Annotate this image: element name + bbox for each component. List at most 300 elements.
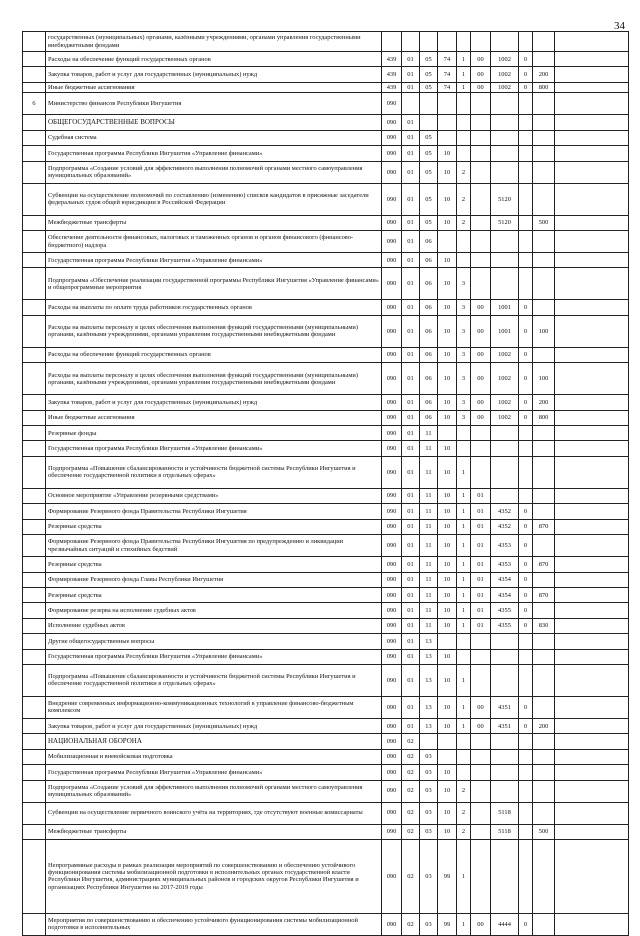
cell-subsection-code — [420, 92, 438, 115]
cell-section-code: 01 — [402, 231, 420, 253]
cell-event-code — [471, 441, 491, 456]
cell-direction-code — [491, 664, 519, 696]
cell-program-code: 10 — [438, 664, 457, 696]
cell-section-code: 01 — [402, 557, 420, 572]
cell-expense-type-code — [533, 115, 555, 130]
cell-subsection-code: 05 — [420, 130, 438, 145]
cell-direction-code — [491, 441, 519, 456]
cell-ministry-code: 090 — [382, 618, 402, 633]
cell-ministry-code: 090 — [382, 535, 402, 557]
cell-subsection-code: 05 — [420, 161, 438, 183]
cell-event-code — [471, 649, 491, 664]
cell-ministry-code: 090 — [382, 115, 402, 130]
cell-blank — [555, 519, 629, 534]
cell-program-code: 99 — [438, 913, 457, 935]
cell-subsection-code: 13 — [420, 634, 438, 649]
cell-extra-code: 0 — [519, 587, 533, 602]
table-row — [23, 82, 629, 92]
cell-direction-code: 4355 — [491, 603, 519, 618]
cell-ministry-code: 090 — [382, 824, 402, 839]
cell-section-code — [402, 92, 420, 115]
cell-subprogram-code: 1 — [457, 519, 471, 534]
cell-section-code: 01 — [402, 268, 420, 300]
cell-extra-code — [519, 231, 533, 253]
cell-subprogram-code: 3 — [457, 347, 471, 362]
cell-row-number — [23, 268, 46, 300]
cell-blank — [555, 161, 629, 183]
table-row — [23, 618, 629, 633]
cell-expense-type-code — [533, 456, 555, 488]
cell-ministry-code: 439 — [382, 67, 402, 82]
cell-blank — [555, 82, 629, 92]
cell-row-number — [23, 557, 46, 572]
cell-subprogram-code: 2 — [457, 183, 471, 215]
cell-item-name: Министерство финансов Республики Ингушетия — [46, 92, 382, 115]
table-row — [23, 441, 629, 456]
cell-event-code: 00 — [471, 395, 491, 410]
cell-program-code: 10 — [438, 395, 457, 410]
cell-subsection-code: 05 — [420, 82, 438, 92]
cell-direction-code: 1002 — [491, 52, 519, 67]
cell-expense-type-code — [533, 161, 555, 183]
cell-row-number — [23, 231, 46, 253]
cell-event-code — [471, 664, 491, 696]
cell-extra-code: 0 — [519, 300, 533, 315]
cell-item-name: Резервные средства — [46, 587, 382, 602]
cell-blank — [555, 696, 629, 718]
cell-direction-code — [491, 253, 519, 268]
cell-ministry-code — [382, 32, 402, 52]
cell-subsection-code: 11 — [420, 441, 438, 456]
cell-extra-code: 0 — [519, 315, 533, 347]
cell-expense-type-code — [533, 92, 555, 115]
table-row — [23, 456, 629, 488]
cell-direction-code: 4351 — [491, 696, 519, 718]
cell-extra-code: 0 — [519, 504, 533, 519]
table-row — [23, 183, 629, 215]
cell-program-code: 10 — [438, 718, 457, 733]
cell-expense-type-code: 100 — [533, 315, 555, 347]
cell-program-code: 10 — [438, 146, 457, 161]
cell-item-name: Расходы на обеспечение функций государственных органов — [46, 347, 382, 362]
cell-direction-code — [491, 780, 519, 802]
cell-blank — [555, 765, 629, 780]
budget-table — [22, 31, 629, 936]
cell-event-code — [471, 268, 491, 300]
cell-item-name: Подпрограмма «Создание условий для эффективного выполнения полномочий органами местного самоуправления муниципальных образований» — [46, 161, 382, 183]
cell-program-code: 74 — [438, 82, 457, 92]
cell-direction-code: 1002 — [491, 347, 519, 362]
cell-ministry-code: 090 — [382, 572, 402, 587]
cell-extra-code — [519, 780, 533, 802]
cell-subsection-code: 13 — [420, 696, 438, 718]
cell-extra-code — [519, 634, 533, 649]
cell-event-code — [471, 146, 491, 161]
cell-event-code — [471, 765, 491, 780]
cell-direction-code — [491, 268, 519, 300]
cell-extra-code: 0 — [519, 603, 533, 618]
cell-ministry-code: 090 — [382, 504, 402, 519]
cell-row-number — [23, 52, 46, 67]
cell-subprogram-code — [457, 32, 471, 52]
cell-row-number — [23, 839, 46, 913]
cell-section-code: 01 — [402, 410, 420, 425]
cell-item-name: Государственная программа Республики Ингушетия «Управление финансами» — [46, 146, 382, 161]
cell-subsection-code: 05 — [420, 146, 438, 161]
cell-row-number — [23, 749, 46, 764]
cell-blank — [555, 839, 629, 913]
cell-event-code: 01 — [471, 603, 491, 618]
cell-section-code: 01 — [402, 618, 420, 633]
cell-direction-code: 4353 — [491, 535, 519, 557]
cell-subprogram-code: 1 — [457, 535, 471, 557]
cell-ministry-code: 090 — [382, 215, 402, 230]
cell-direction-code: 1002 — [491, 410, 519, 425]
cell-row-number — [23, 215, 46, 230]
cell-extra-code: 0 — [519, 519, 533, 534]
cell-event-code — [471, 32, 491, 52]
cell-subsection-code: 05 — [420, 215, 438, 230]
cell-subprogram-code: 1 — [457, 664, 471, 696]
cell-ministry-code: 090 — [382, 130, 402, 145]
cell-blank — [555, 649, 629, 664]
cell-item-name: Обеспечение деятельности финансовых, налоговых и таможенных органов и органов финансового (финансово-бюджетного) надзора — [46, 231, 382, 253]
cell-expense-type-code: 200 — [533, 67, 555, 82]
cell-extra-code — [519, 824, 533, 839]
cell-ministry-code: 090 — [382, 780, 402, 802]
cell-ministry-code: 090 — [382, 749, 402, 764]
cell-expense-type-code — [533, 426, 555, 441]
cell-event-code — [471, 253, 491, 268]
cell-program-code: 10 — [438, 618, 457, 633]
cell-direction-code: 5118 — [491, 824, 519, 839]
cell-program-code: 74 — [438, 67, 457, 82]
cell-extra-code — [519, 161, 533, 183]
cell-program-code: 10 — [438, 410, 457, 425]
cell-expense-type-code: 200 — [533, 718, 555, 733]
cell-subprogram-code: 1 — [457, 557, 471, 572]
cell-item-name: ОБЩЕГОСУДАРСТВЕННЫЕ ВОПРОСЫ — [46, 115, 382, 130]
cell-ministry-code: 090 — [382, 426, 402, 441]
cell-subprogram-code — [457, 231, 471, 253]
cell-row-number — [23, 535, 46, 557]
cell-row-number — [23, 315, 46, 347]
cell-section-code: 01 — [402, 456, 420, 488]
cell-subsection-code: 11 — [420, 618, 438, 633]
cell-program-code — [438, 130, 457, 145]
table-row — [23, 839, 629, 913]
cell-event-code — [471, 839, 491, 913]
cell-program-code: 10 — [438, 519, 457, 534]
cell-row-number — [23, 146, 46, 161]
table-row — [23, 347, 629, 362]
cell-subsection-code: 06 — [420, 231, 438, 253]
cell-row-number — [23, 410, 46, 425]
cell-subprogram-code: 3 — [457, 410, 471, 425]
cell-section-code: 02 — [402, 780, 420, 802]
cell-ministry-code: 090 — [382, 839, 402, 913]
cell-direction-code — [491, 161, 519, 183]
cell-item-name: Подпрограмма «Создание условий для эффективного выполнения полномочий органами местного самоуправления муниципальных образований» — [46, 780, 382, 802]
table-row — [23, 315, 629, 347]
cell-expense-type-code — [533, 634, 555, 649]
cell-program-code: 10 — [438, 347, 457, 362]
cell-direction-code: 4354 — [491, 572, 519, 587]
cell-program-code — [438, 749, 457, 764]
cell-program-code: 10 — [438, 802, 457, 824]
table-row — [23, 488, 629, 503]
cell-subprogram-code: 1 — [457, 52, 471, 67]
cell-direction-code: 1001 — [491, 300, 519, 315]
cell-item-name: Резервные фонды — [46, 426, 382, 441]
cell-subprogram-code: 1 — [457, 488, 471, 503]
cell-item-name: Подпрограмма «Обеспечение реализации государственной программы Республики Ингушетия «Управление финансами» и общепрограммные мероприятия — [46, 268, 382, 300]
cell-section-code: 01 — [402, 300, 420, 315]
cell-event-code: 00 — [471, 315, 491, 347]
cell-program-code — [438, 231, 457, 253]
cell-blank — [555, 587, 629, 602]
table-row — [23, 587, 629, 602]
cell-expense-type-code — [533, 802, 555, 824]
cell-expense-type-code — [533, 504, 555, 519]
cell-section-code: 01 — [402, 183, 420, 215]
cell-subsection-code: 06 — [420, 347, 438, 362]
cell-blank — [555, 734, 629, 749]
cell-program-code: 10 — [438, 780, 457, 802]
cell-extra-code: 0 — [519, 363, 533, 395]
cell-blank — [555, 488, 629, 503]
cell-section-code: 01 — [402, 363, 420, 395]
cell-item-name: Межбюджетные трансферты — [46, 215, 382, 230]
cell-row-number — [23, 649, 46, 664]
cell-blank — [555, 253, 629, 268]
cell-section-code: 02 — [402, 749, 420, 764]
cell-ministry-code: 090 — [382, 718, 402, 733]
cell-program-code: 10 — [438, 572, 457, 587]
cell-expense-type-code — [533, 231, 555, 253]
cell-blank — [555, 300, 629, 315]
cell-program-code: 74 — [438, 52, 457, 67]
cell-subsection-code — [420, 115, 438, 130]
cell-expense-type-code — [533, 765, 555, 780]
cell-extra-code: 0 — [519, 67, 533, 82]
cell-subprogram-code: 1 — [457, 913, 471, 935]
cell-event-code — [471, 183, 491, 215]
cell-expense-type-code — [533, 347, 555, 362]
cell-section-code: 01 — [402, 535, 420, 557]
cell-row-number — [23, 519, 46, 534]
cell-row-number — [23, 618, 46, 633]
cell-expense-type-code — [533, 300, 555, 315]
cell-section-code — [402, 32, 420, 52]
cell-extra-code — [519, 649, 533, 664]
cell-event-code — [471, 231, 491, 253]
cell-subprogram-code: 3 — [457, 268, 471, 300]
cell-program-code: 10 — [438, 300, 457, 315]
cell-subsection-code: 06 — [420, 395, 438, 410]
cell-program-code: 10 — [438, 824, 457, 839]
cell-direction-code — [491, 92, 519, 115]
cell-subprogram-code: 1 — [457, 696, 471, 718]
cell-item-name: Другие общегосударственные вопросы — [46, 634, 382, 649]
table-row — [23, 749, 629, 764]
cell-subsection-code: 11 — [420, 426, 438, 441]
cell-subsection-code: 11 — [420, 504, 438, 519]
cell-row-number — [23, 634, 46, 649]
cell-blank — [555, 824, 629, 839]
cell-ministry-code: 090 — [382, 347, 402, 362]
table-row — [23, 634, 629, 649]
cell-extra-code — [519, 802, 533, 824]
cell-program-code: 10 — [438, 268, 457, 300]
cell-ministry-code: 090 — [382, 441, 402, 456]
table-row — [23, 363, 629, 395]
cell-subsection-code: 11 — [420, 456, 438, 488]
cell-direction-code: 1002 — [491, 363, 519, 395]
cell-program-code: 10 — [438, 456, 457, 488]
cell-row-number — [23, 67, 46, 82]
cell-item-name: Расходы на выплаты персоналу в целях обеспечения выполнения функций государственными (муниципальными) органами, казёнными учреждениями, органами управления государственными внебюджетными фондами — [46, 363, 382, 395]
cell-program-code: 10 — [438, 649, 457, 664]
cell-extra-code: 0 — [519, 395, 533, 410]
cell-direction-code: 5120 — [491, 215, 519, 230]
cell-extra-code — [519, 488, 533, 503]
cell-extra-code — [519, 130, 533, 145]
table-row — [23, 696, 629, 718]
table-row — [23, 535, 629, 557]
cell-item-name: Формирование резерва на исполнение судебных актов — [46, 603, 382, 618]
cell-subsection-code: 11 — [420, 587, 438, 602]
cell-program-code: 10 — [438, 161, 457, 183]
cell-event-code: 01 — [471, 504, 491, 519]
cell-item-name: Внедрение современных информационно-коммуникационных технологий в управление финансово-бюджетным комплексом — [46, 696, 382, 718]
cell-row-number — [23, 456, 46, 488]
cell-section-code: 01 — [402, 603, 420, 618]
cell-direction-code — [491, 649, 519, 664]
cell-program-code: 10 — [438, 215, 457, 230]
cell-row-number: 6 — [23, 92, 46, 115]
cell-extra-code: 0 — [519, 52, 533, 67]
cell-direction-code — [491, 456, 519, 488]
cell-expense-type-code — [533, 664, 555, 696]
cell-row-number — [23, 504, 46, 519]
cell-expense-type-code: 200 — [533, 395, 555, 410]
cell-section-code: 02 — [402, 802, 420, 824]
cell-extra-code: 0 — [519, 557, 533, 572]
cell-blank — [555, 664, 629, 696]
cell-row-number — [23, 603, 46, 618]
cell-item-name: Государственная программа Республики Ингушетия «Управление финансами» — [46, 441, 382, 456]
cell-subsection-code: 11 — [420, 519, 438, 534]
cell-direction-code — [491, 130, 519, 145]
cell-item-name: Расходы на обеспечение функций государственных органов — [46, 52, 382, 67]
cell-ministry-code: 090 — [382, 557, 402, 572]
cell-direction-code — [491, 749, 519, 764]
cell-event-code: 00 — [471, 696, 491, 718]
cell-subsection-code: 06 — [420, 253, 438, 268]
cell-extra-code — [519, 268, 533, 300]
cell-direction-code — [491, 765, 519, 780]
cell-ministry-code: 090 — [382, 734, 402, 749]
cell-subprogram-code — [457, 426, 471, 441]
cell-direction-code — [491, 734, 519, 749]
cell-expense-type-code — [533, 696, 555, 718]
cell-program-code: 10 — [438, 696, 457, 718]
cell-program-code: 10 — [438, 488, 457, 503]
cell-extra-code — [519, 183, 533, 215]
cell-expense-type-code — [533, 780, 555, 802]
cell-item-name: Государственная программа Республики Ингушетия «Управление финансами» — [46, 253, 382, 268]
cell-event-code — [471, 780, 491, 802]
cell-expense-type-code: 800 — [533, 410, 555, 425]
cell-subsection-code: 03 — [420, 839, 438, 913]
cell-program-code: 10 — [438, 363, 457, 395]
cell-subsection-code: 11 — [420, 535, 438, 557]
cell-extra-code — [519, 253, 533, 268]
cell-item-name: Закупка товаров, работ и услуг для государственных (муниципальных) нужд — [46, 718, 382, 733]
cell-item-name: Субвенции на осуществление первичного воинского учёта на территориях, где отсутствуют военные комиссариаты — [46, 802, 382, 824]
cell-program-code: 99 — [438, 839, 457, 913]
table-row — [23, 161, 629, 183]
cell-blank — [555, 115, 629, 130]
cell-subsection-code: 11 — [420, 557, 438, 572]
cell-extra-code: 0 — [519, 913, 533, 935]
cell-section-code: 01 — [402, 587, 420, 602]
cell-extra-code — [519, 426, 533, 441]
cell-extra-code — [519, 765, 533, 780]
cell-extra-code: 0 — [519, 82, 533, 92]
cell-section-code: 01 — [402, 649, 420, 664]
cell-extra-code: 0 — [519, 410, 533, 425]
cell-blank — [555, 749, 629, 764]
cell-section-code: 01 — [402, 426, 420, 441]
cell-row-number — [23, 82, 46, 92]
cell-row-number — [23, 395, 46, 410]
cell-subprogram-code: 2 — [457, 802, 471, 824]
cell-subprogram-code: 3 — [457, 363, 471, 395]
cell-subprogram-code — [457, 749, 471, 764]
table-row — [23, 765, 629, 780]
cell-direction-code: 4355 — [491, 618, 519, 633]
cell-direction-code: 4353 — [491, 557, 519, 572]
table-row — [23, 130, 629, 145]
cell-subprogram-code — [457, 253, 471, 268]
cell-ministry-code: 090 — [382, 315, 402, 347]
cell-direction-code — [491, 231, 519, 253]
cell-subprogram-code: 1 — [457, 82, 471, 92]
table-row — [23, 780, 629, 802]
cell-event-code: 00 — [471, 52, 491, 67]
cell-subprogram-code: 3 — [457, 315, 471, 347]
cell-ministry-code: 090 — [382, 519, 402, 534]
cell-subprogram-code — [457, 734, 471, 749]
cell-section-code: 01 — [402, 67, 420, 82]
cell-program-code: 10 — [438, 535, 457, 557]
cell-ministry-code: 090 — [382, 231, 402, 253]
table-row — [23, 649, 629, 664]
cell-row-number — [23, 718, 46, 733]
cell-blank — [555, 456, 629, 488]
cell-section-code: 01 — [402, 347, 420, 362]
cell-blank — [555, 618, 629, 633]
table-row — [23, 557, 629, 572]
cell-item-name: Иные бюджетные ассигнования — [46, 82, 382, 92]
cell-section-code: 01 — [402, 664, 420, 696]
cell-expense-type-code — [533, 130, 555, 145]
cell-expense-type-code: 800 — [533, 82, 555, 92]
cell-row-number — [23, 347, 46, 362]
cell-section-code: 01 — [402, 488, 420, 503]
